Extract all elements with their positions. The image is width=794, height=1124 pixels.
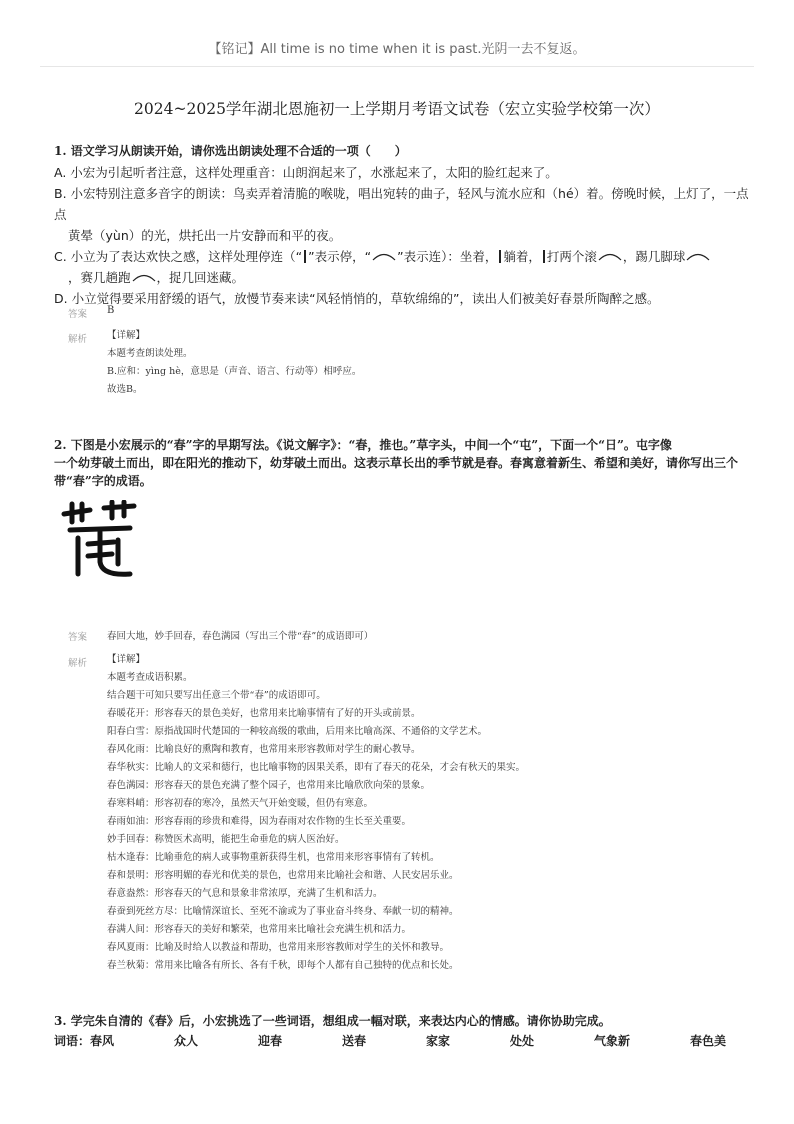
explain-line: 春风化雨：比喻良好的熏陶和教育，也常用来形容教师对学生的耐心教导。 [107,744,421,755]
option-b [54,183,754,246]
link-arc-icon [597,251,623,261]
explain-line: 春色满园：形容春天的景色充满了整个园子，也常用来比喻欣欣向荣的景象。 [107,780,431,791]
word-item: 处处 [510,1034,535,1048]
page-motto: 【铭记】All time is no time when it is past.光阴一去不复返。 [208,42,586,57]
option-c-line2 [54,267,754,288]
explain-line: 妙手回春：称赞医术高明，能把生命垂危的病人医治好。 [107,834,345,845]
explain-line: 【详解】 [107,654,146,665]
explain-line: 春意盎然：形容春天的气息和景象非常浓厚，充满了生机和活力。 [107,888,383,899]
stem-line: 带“春”字的成语。 [54,474,152,488]
explain-label: 解析 [68,334,88,345]
word-item: 众人 [174,1034,199,1048]
question-2-answer: 春回大地，妙手回春，春色满园（写出三个带“春”的成语即可） [107,631,374,642]
word-item: 送春 [342,1034,367,1048]
link-arc-icon [131,272,157,282]
question-2-stem [54,436,754,490]
explain-line: 枯木逢春：比喻垂危的病人或事物重新获得生机，也常用来形容事情有了转机。 [107,852,440,863]
answer-label: 答案 [68,309,88,320]
explain-line: 春风夏雨：比喻及时给人以教益和帮助，也常用来形容教师对学生的关怀和教导。 [107,942,450,953]
explain-line: 故选B。 [107,384,143,395]
explain-line: 春雨如油：形容春雨的珍贵和难得，因为春雨对农作物的生长至关重要。 [107,816,412,827]
explain-label: 解析 [68,658,88,669]
option-b-line1: B. 小宏特别注意多音字的朗读：鸟卖弄着清脆的喉咙，唱出宛转的曲子，轻风与流水应和（hé）着。傍晚时候，上灯了，一点点 [54,186,749,222]
explain-line: 本题考查成语积累。 [107,672,193,683]
link-arc-icon [685,251,711,261]
stem-line: 一个幼芽破土而出，即在阳光的推动下，幼芽破土而出。这表示草长出的季节就是春。春寓意着新生、希望和美好，请你写出三个 [54,456,739,470]
answer-label: 答案 [68,632,88,643]
option-c-text: ，捉几回迷藏。 [156,270,245,285]
question-1-answer: B [107,305,115,316]
explain-line: B.应和：yìng hè，意思是（声音、语言、行动等）相呼应。 [107,366,362,377]
explain-line: 春暖花开：形容春天的景色美好，也常用来比喻事情有了好的开头或前景。 [107,708,421,719]
option-c-text: ，踢几脚球 [622,249,686,264]
word-item: 春风 [90,1034,115,1048]
option-c-text: 打两个滚 [546,249,597,264]
pause-mark-icon [543,250,545,263]
option-c-text: C. 小立为了表达欢快之感，这样处理停连（“ [54,249,303,264]
explain-line: 春寒料峭：形容初春的寒冷，虽然天气开始变暖，但仍有寒意。 [107,798,374,809]
pause-mark-icon [499,250,501,263]
header-divider [40,66,754,67]
explain-line: 春蚕到死丝方尽：比喻情深谊长、至死不渝或为了事业奋斗终身、奉献一切的精神。 [107,906,459,917]
explain-line: 阳春白雪：原指战国时代楚国的一种较高级的歌曲，后用来比喻高深、不通俗的文学艺术。 [107,726,488,737]
word-item: 迎春 [258,1034,283,1048]
option-c-text: 躺着， [503,249,541,264]
explain-line: 春华秋实：比喻人的文采和德行，也比喻事物的因果关系，即有了春天的花朵，才会有秋天的果实。 [107,762,526,773]
question-3-stem: 3. 学完朱自清的《春》后，小宏挑选了一些词语，想组成一幅对联，来表达内心的情感。请你协助完成。 [54,1014,611,1028]
seal-script-chun-image [60,500,140,580]
option-c-text: ”表示连）：坐着， [397,249,498,264]
explain-line: 本题考查朗读处理。 [107,348,193,359]
explain-line: 【详解】 [107,330,146,341]
question-1-options [54,162,754,309]
explain-line: 春满人间：形容春天的美好和繁荣，也常用来比喻社会充满生机和活力。 [107,924,412,935]
option-a: A. 小宏为引起听者注意，这样处理重音：山朗润起来了，水涨起来了，太阳的脸红起来了。 [54,165,558,180]
pause-mark-icon [304,250,306,263]
question-1-explanation [107,327,747,399]
page-title: 2024~2025学年湖北恩施初一上学期月考语文试卷（宏立实验学校第一次） [134,100,660,118]
option-d: D. 小立觉得要采用舒缓的语气，放慢节奏来读“风轻悄悄的，草软绵绵的”，读出人们被美好春景所陶醉之感。 [54,291,660,306]
word-item: 家家 [426,1034,451,1048]
option-c-text: ”表示停，“ [308,249,372,264]
question-1-stem: 1. 语文学习从朗读开始，请你选出朗读处理不合适的一项（ ） [54,144,407,158]
question-2-explanation [107,651,747,975]
word-item: 春色美 [690,1034,727,1048]
option-c-text: ，赛几趟跑 [68,270,131,285]
stem-line: 2. 下图是小宏展示的“春”字的早期写法。《说文解字》：“春，推也。”草字头，中间一个“屯”，下面一个“日”。屯字像 [54,438,672,452]
word-item: 气象新 [594,1034,631,1048]
explain-line: 春兰秋菊：常用来比喻各有所长、各有千秋，即每个人都有自己独特的优点和长处。 [107,960,459,971]
option-c [54,246,754,288]
explain-line: 结合题干可知只要写出任意三个带“春”的成语即可。 [107,690,326,701]
option-b-line2: 黄晕（yùn）的光，烘托出一片安静而和平的夜。 [68,228,342,243]
word-list-label: 词语： [54,1034,91,1048]
link-arc-icon [371,251,397,261]
explain-line: 春和景明：形容明媚的春光和优美的景色，也常用来比喻社会和谐、人民安居乐业。 [107,870,459,881]
